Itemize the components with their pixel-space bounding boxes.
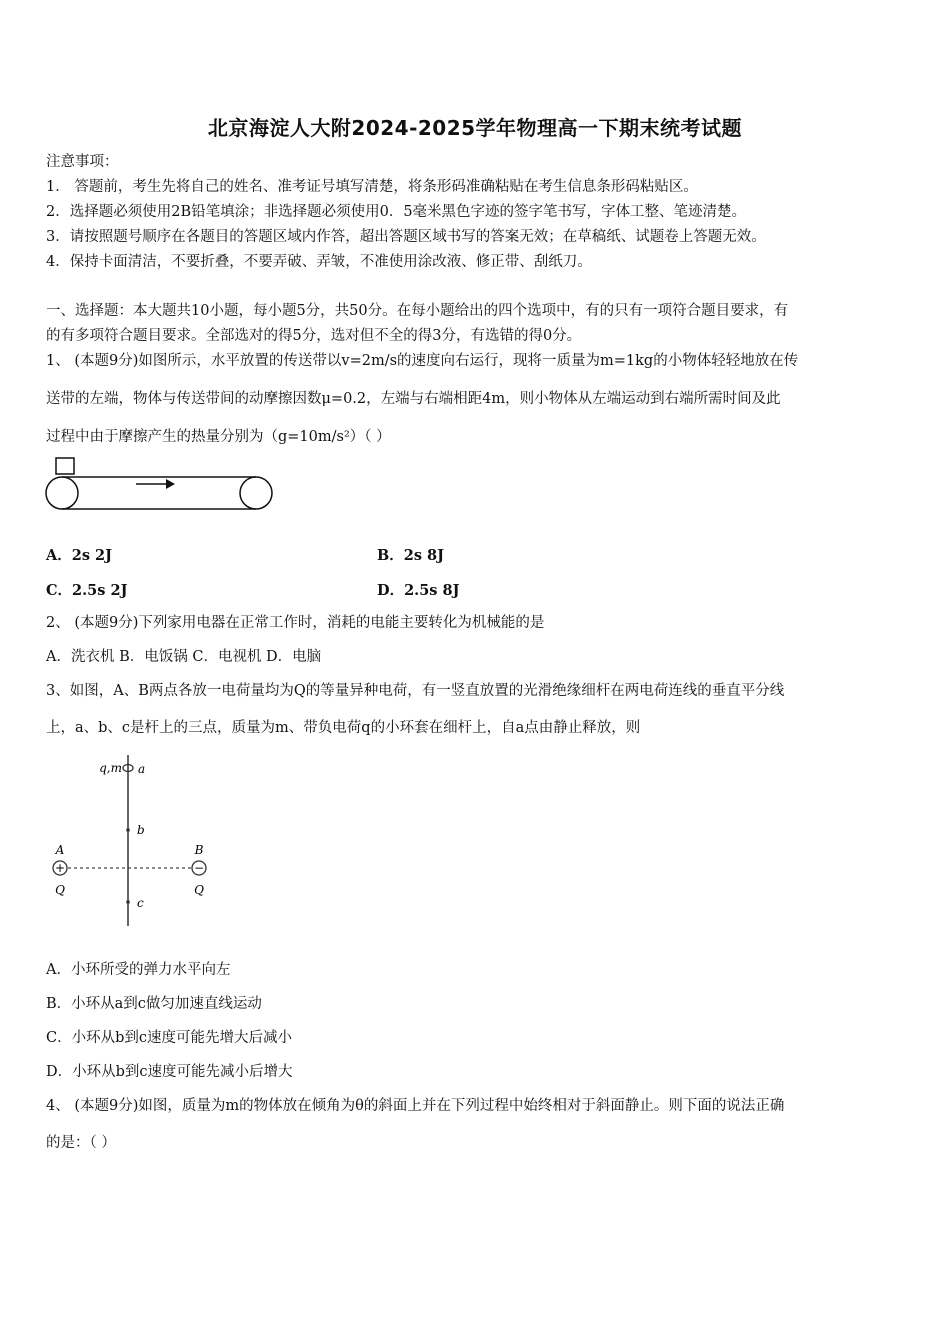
notice-item: 4．保持卡面清洁，不要折叠，不要弄破、弄皱，不准使用涂改液、修正带、刮纸刀。 — [46, 254, 592, 270]
question-1-text-cont: 送带的左端，物体与传送带间的动摩擦因数μ=0.2，左端与右端相距4m，则小物体从左端运动到右端所需时间及此 — [46, 391, 781, 407]
charge-a-label: A — [55, 843, 65, 857]
q1-option-a: A．2s 2J — [46, 547, 113, 564]
point-a-label: a — [138, 762, 146, 776]
q1-option-d: D．2.5s 8J — [377, 582, 460, 599]
q1-option-b: B．2s 8J — [377, 547, 445, 564]
question-3-text: 3、如图，A、B两点各放一电荷量均为Q的等量异种电荷，有一竖直放置的光滑绝缘细杆在两电荷连线的垂直平分线 — [46, 683, 785, 699]
minus-sign: − — [193, 861, 205, 875]
plus-sign: + — [54, 861, 66, 875]
conveyor-belt-figure — [44, 456, 276, 514]
charge-b-q-label: Q — [194, 883, 204, 897]
question-3-text-cont: 上，a、b、c是杆上的三点，质量为m、带负电荷q的小环套在细杆上，自a点由静止释放，则 — [46, 720, 641, 736]
q3-option-c: C．小环从b到c速度可能先增大后减小 — [46, 1030, 292, 1046]
section-heading: 一、选择题：本大题共10小题，每小题5分，共50分。在每小题给出的四个选项中，有的只有一项符合题目要求，有 — [46, 303, 789, 319]
question-1-text: 1、 (本题9分)如图所示，水平放置的传送带以v=2m/s的速度向右运行，现将一质量为m=1kg的小物体轻轻地放在传 — [46, 353, 799, 369]
section-heading-cont: 的有多项符合题目要求。全部选对的得5分，选对但不全的得3分，有选错的得0分。 — [46, 328, 582, 344]
page-title: 北京海淀人大附2024-2025学年物理高一下期末统考试题 — [207, 116, 743, 140]
q3-option-d: D．小环从b到c速度可能先减小后增大 — [46, 1064, 293, 1080]
q3-option-a: A．小环所受的弹力水平向左 — [46, 962, 231, 978]
q3-option-b: B．小环从a到c做匀加速直线运动 — [46, 996, 262, 1012]
point-c-label: c — [137, 896, 144, 910]
notice-item: 1． 答题前，考生先将自己的姓名、准考证号填写清楚，将条形码准确粘贴在考生信息条形码粘贴区。 — [46, 179, 698, 195]
question-1-text-cont: 过程中由于摩擦产生的热量分别为（g=10m/s²）（ ） — [46, 429, 391, 445]
charges-rod-figure — [48, 750, 218, 930]
notice-item: 2．选择题必须使用2B铅笔填涂；非选择题必须使用0．5毫米黑色字迹的签字笔书写，字体工整、笔迹清楚。 — [46, 204, 747, 220]
question-2-text: 2、 (本题9分)下列家用电器在正常工作时，消耗的电能主要转化为机械能的是 — [46, 615, 545, 631]
point-b-label: b — [137, 823, 145, 837]
question-4-text: 4、 (本题9分)如图，质量为m的物体放在倾角为θ的斜面上并在下列过程中始终相对于斜面静止。则下面的说法正确 — [46, 1098, 785, 1114]
question-4-text-cont: 的是：（ ） — [46, 1135, 116, 1151]
q1-option-c: C．2.5s 2J — [46, 582, 128, 599]
ring-label: q,m — [99, 761, 122, 775]
charge-a-q-label: Q — [55, 883, 65, 897]
charge-b-label: B — [194, 843, 204, 857]
q2-options: A．洗衣机 B．电饭锅 C．电视机 D．电脑 — [46, 649, 322, 665]
notice-item: 3．请按照题号顺序在各题目的答题区域内作答，超出答题区域书写的答案无效；在草稿纸、试题卷上答题无效。 — [46, 229, 766, 245]
notice-heading: 注意事项： — [46, 154, 119, 170]
